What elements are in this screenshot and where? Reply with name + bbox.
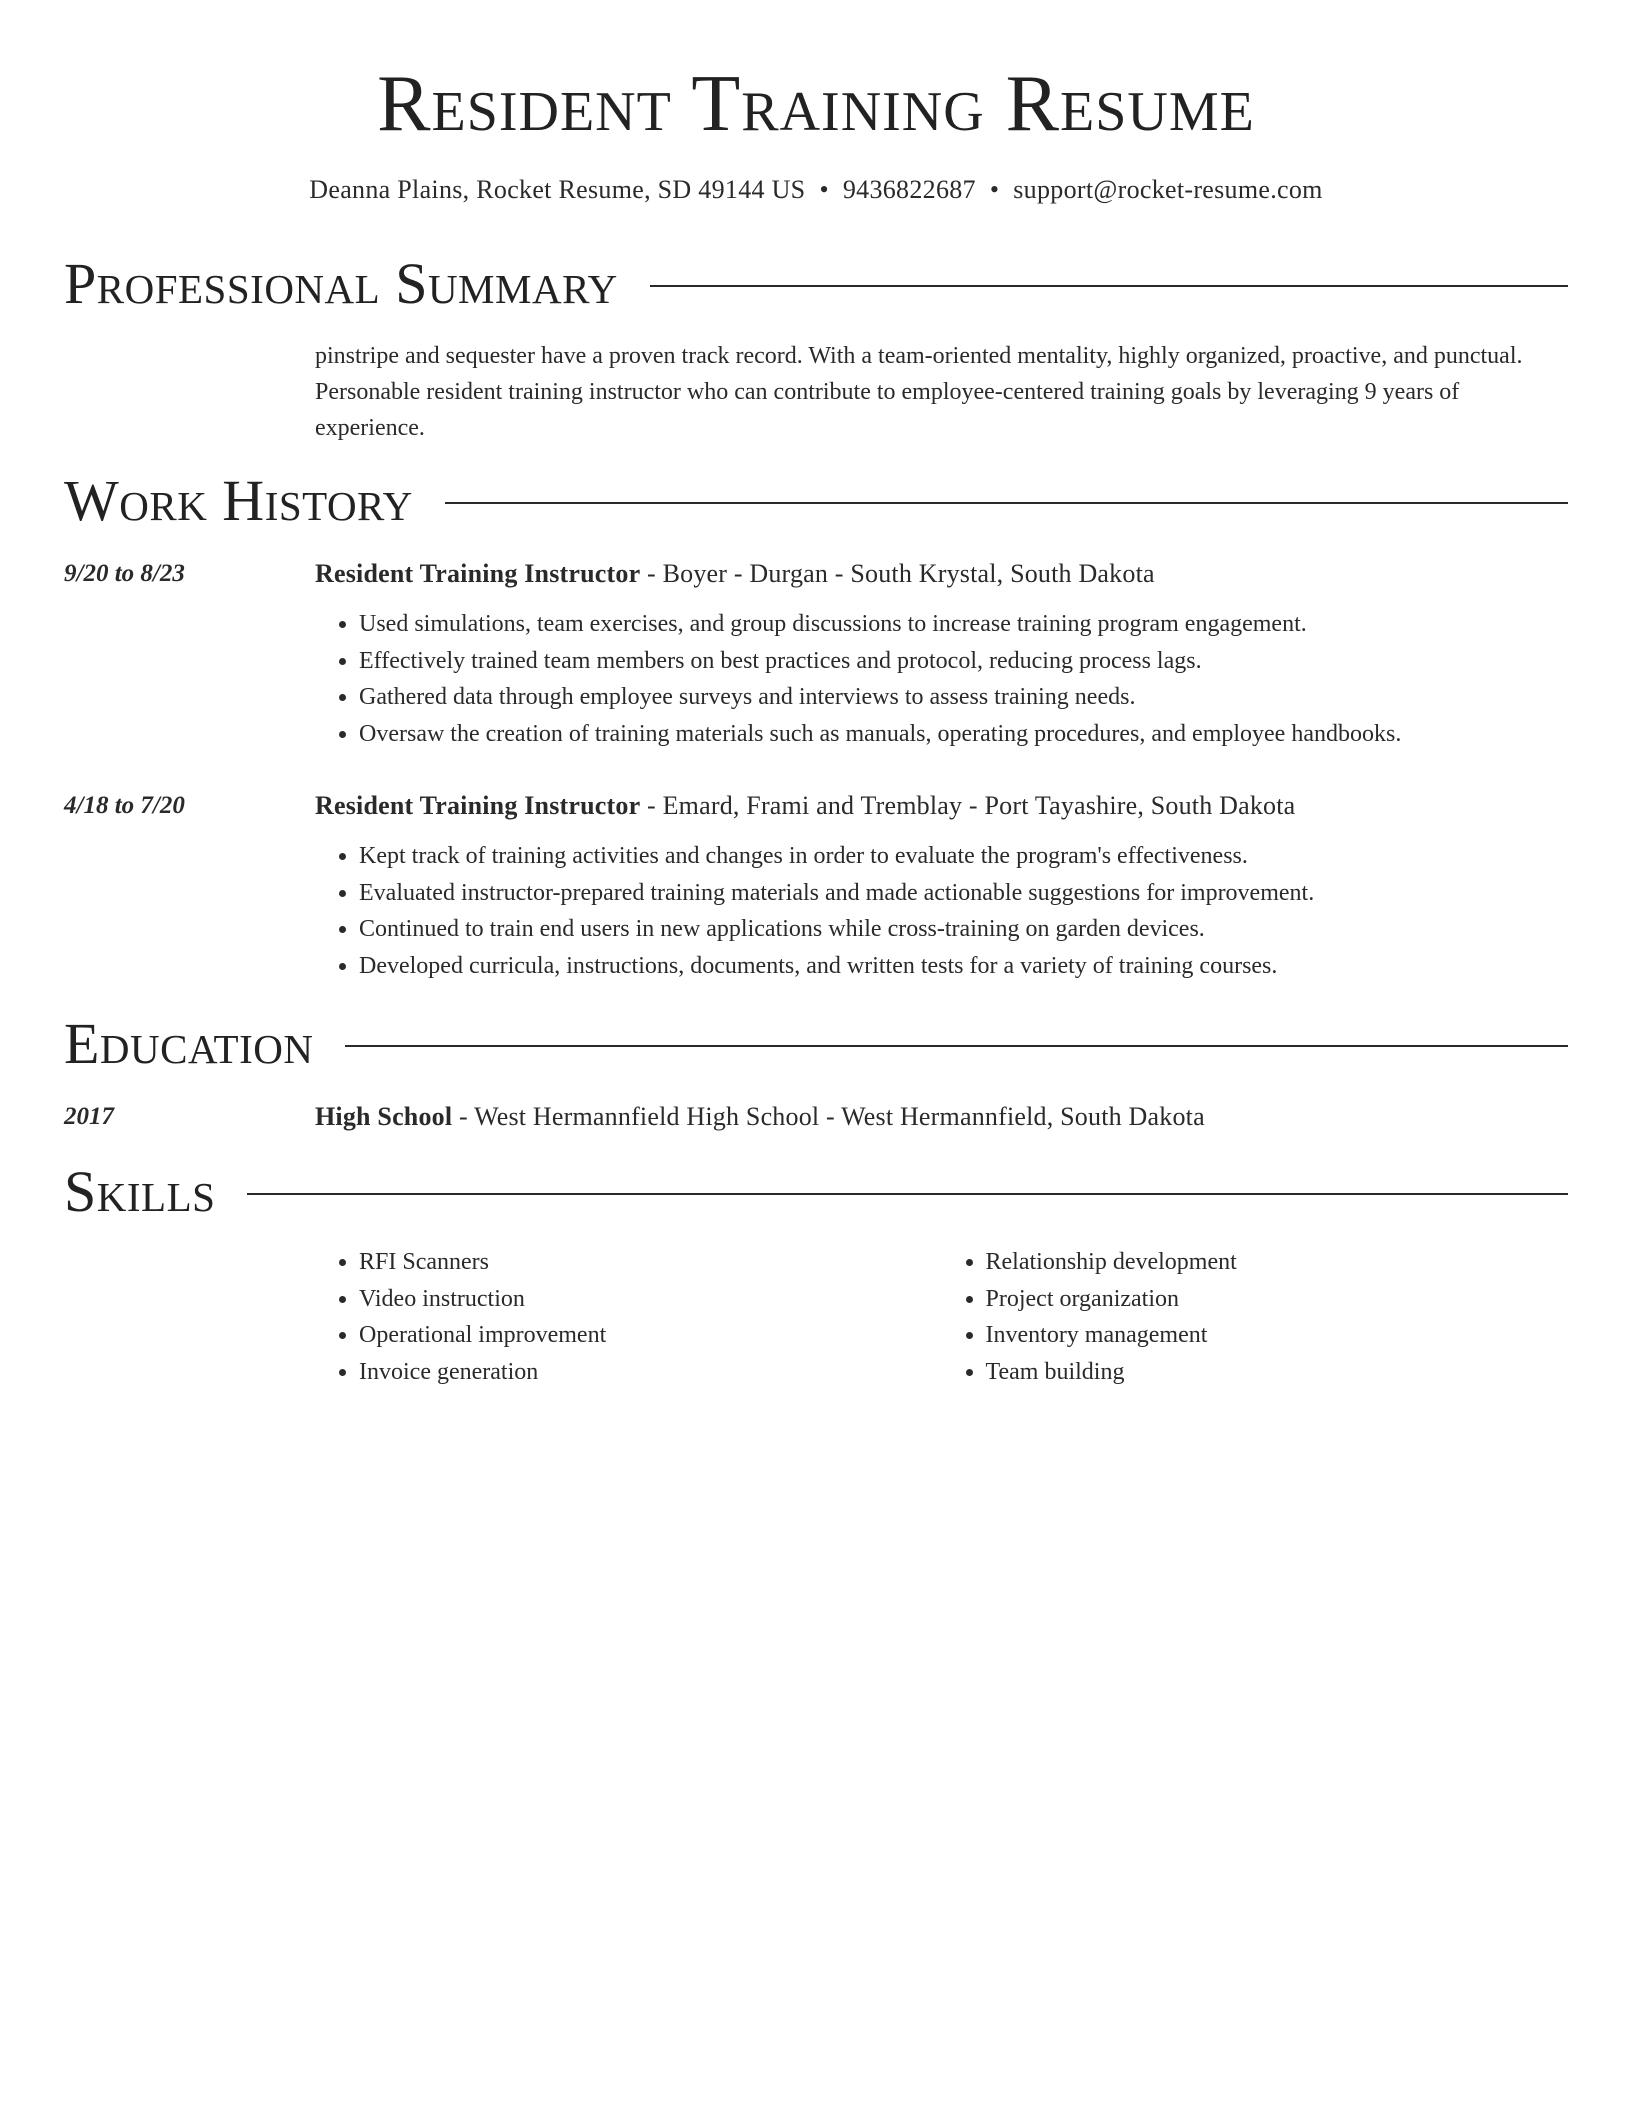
education-entry-date: 2017 [64, 1103, 114, 1130]
list-item: • Used simulations, team exercises, and group discussions to increase training program engagement. [359, 606, 1568, 643]
summary-text: pinstripe and sequester have a proven track record. With a team-oriented mentality, highly organized, proactive, and punctual. Personable resident training instructor who can contribute to employee-centered training goals by leveraging 9 years of experience. [315, 343, 1523, 441]
job-employer-location: - Emard, Frami and Tremblay - Port Tayashire, South Dakota [640, 791, 1296, 820]
section-header-work-history [64, 469, 1568, 533]
section-divider [247, 1193, 1568, 1195]
skills-column-left [315, 1244, 942, 1391]
work-entry-body [315, 556, 1568, 753]
list-item: • Evaluated instructor-prepared training materials and made actionable suggestions for improvement. [359, 875, 1568, 912]
list-item: • Operational improvement [359, 1317, 942, 1354]
list-item: • Effectively trained team members on best practices and protocol, reducing process lags. [359, 643, 1568, 680]
section-header-skills [64, 1160, 1568, 1224]
job-employer-location: - Boyer - Durgan - South Krystal, South Dakota [640, 559, 1155, 588]
list-item: • Developed curricula, instructions, documents, and written tests for a variety of training courses. [359, 948, 1568, 985]
section-header-education [64, 1012, 1568, 1076]
work-entry-bullets [315, 606, 1568, 753]
work-entry-bullets [315, 838, 1568, 985]
list-item: • Project organization [986, 1281, 1569, 1318]
work-entry-dates: 4/18 to 7/20 [64, 792, 185, 819]
education-entry-heading [315, 1099, 1568, 1135]
contact-phone: 9436822687 [842, 175, 976, 204]
contact-line [64, 172, 1568, 208]
contact-separator: • [989, 175, 1000, 204]
skills-column-right [942, 1244, 1569, 1391]
list-item: • Invoice generation [359, 1354, 942, 1391]
section-title-work-history: Work History [64, 468, 413, 533]
section-divider [445, 502, 1568, 504]
work-entry-dates: 9/20 to 8/23 [64, 560, 185, 587]
work-entry-heading [315, 788, 1568, 824]
job-title: Resident Training Instructor [315, 559, 641, 588]
section-header-summary [64, 252, 1568, 316]
contact-separator: • [819, 175, 829, 204]
page-title: Resident Training Resume [377, 60, 1255, 148]
section-divider [650, 285, 1568, 287]
section-title-summary: Professional Summary [64, 251, 618, 316]
list-item: • Relationship development [986, 1244, 1569, 1281]
list-item: • Kept track of training activities and changes in order to evaluate the program's effectiveness. [359, 838, 1568, 875]
job-title: Resident Training Instructor [315, 791, 641, 820]
list-item: • Continued to train end users in new applications while cross-training on garden devices. [359, 911, 1568, 948]
section-title-education: Education [64, 1011, 314, 1076]
contact-email: support@rocket-resume.com [1013, 175, 1323, 204]
section-title-skills: Skills [64, 1159, 216, 1224]
list-item: • Team building [986, 1354, 1569, 1391]
education-entry-body [315, 1099, 1568, 1135]
list-item: • RFI Scanners [359, 1244, 942, 1281]
degree-title: High School [315, 1102, 453, 1131]
school-location: - West Hermannfield High School - West Hermannfield, South Dakota [452, 1102, 1205, 1131]
work-entry-heading [315, 556, 1568, 592]
list-item: • Video instruction [359, 1281, 942, 1318]
list-item: • Gathered data through employee surveys and interviews to assess training needs. [359, 679, 1568, 716]
skills-list [315, 1244, 1568, 1391]
work-entry-body [315, 788, 1568, 985]
list-item: • Oversaw the creation of training materials such as manuals, operating procedures, and employee handbooks. [359, 716, 1568, 753]
contact-address: Deanna Plains, Rocket Resume, SD 49144 US [309, 175, 806, 204]
section-divider [345, 1045, 1568, 1047]
list-item: • Inventory management [986, 1317, 1569, 1354]
